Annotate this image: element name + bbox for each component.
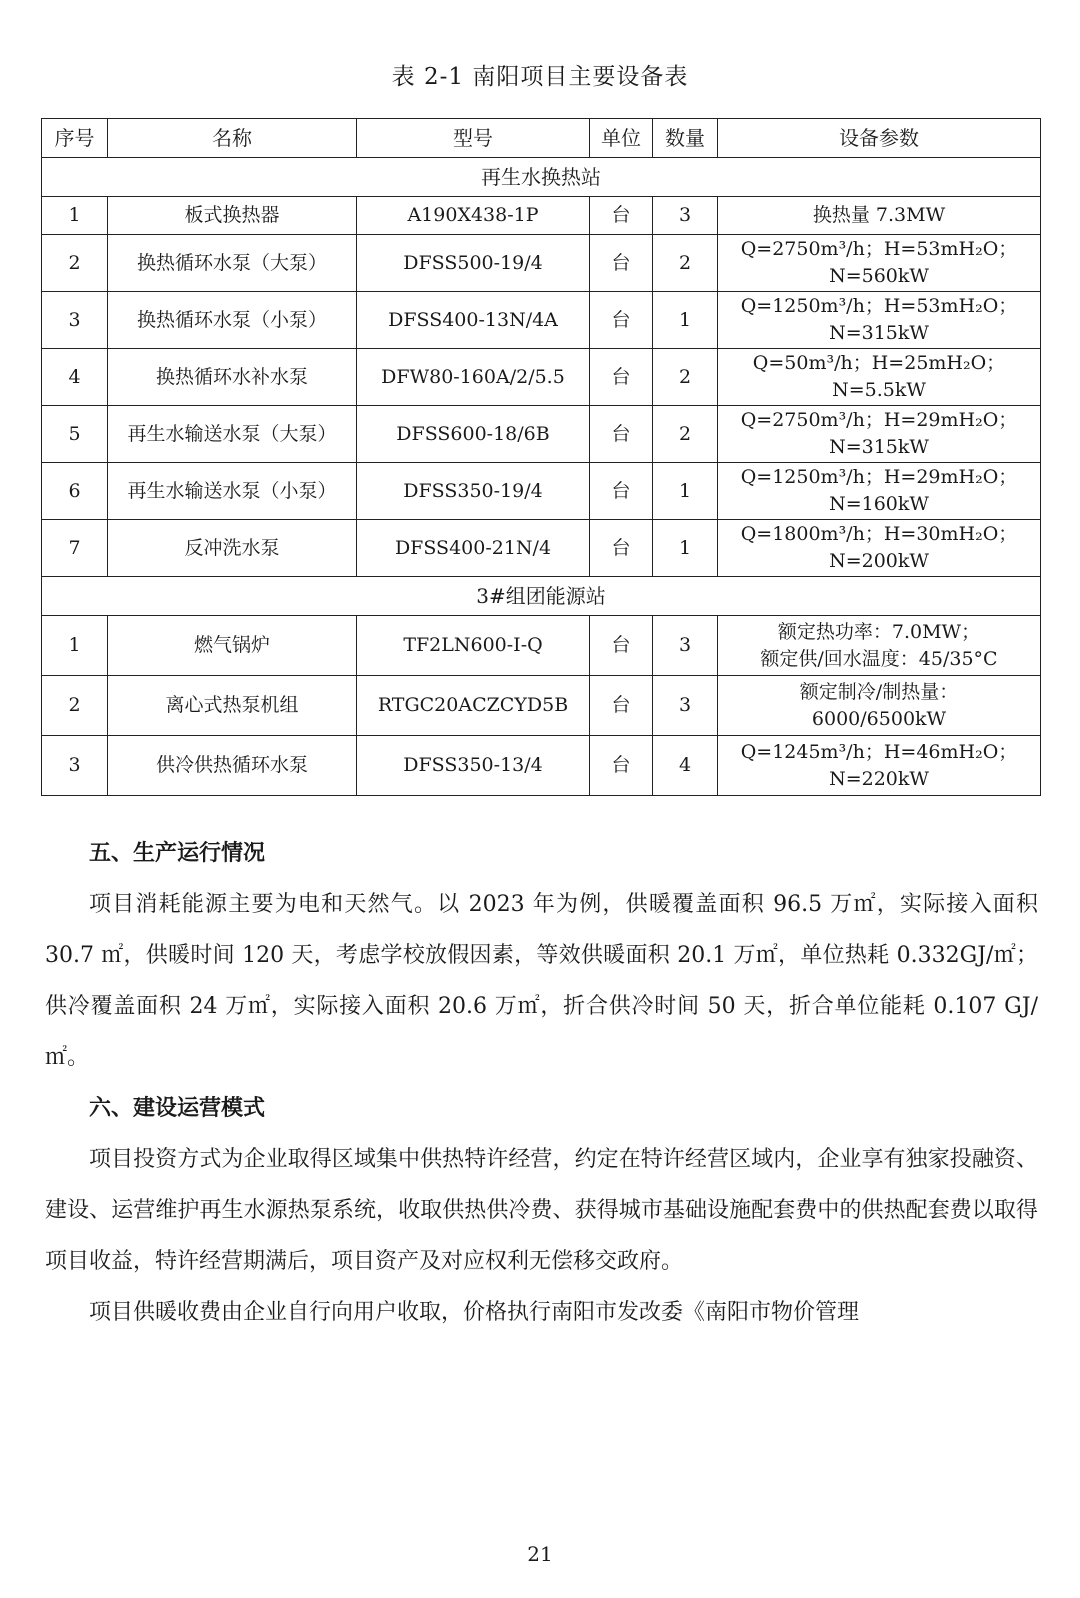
- table-row: [42, 197, 1041, 235]
- section5-paragraph: 项目消耗能源主要为电和天然气。以 2023 年为例，供暖覆盖面积 96.5 万㎡，实际接入面积 30.7 ㎡，供暖时间 120 天，考虑学校放假因素，等效供暖面积 20.1 万㎡，单位热耗 0.332GJ/㎡；供冷覆盖面积 24 万㎡，实际接入面积 20.6 万㎡，折合供冷时间 50 天，折合单位能耗 0.107 GJ/㎡。: [45, 892, 1038, 1070]
- cell-params: [718, 676, 1041, 736]
- section-row: [42, 577, 1041, 616]
- cell-unit: 台: [590, 676, 653, 736]
- body-text: [45, 828, 1038, 1338]
- param-line: N=315kW: [829, 436, 929, 458]
- cell-model: DFSS600-18/6B: [357, 406, 590, 463]
- cell-unit: 台: [590, 736, 653, 796]
- equipment-table: [41, 118, 1041, 796]
- section-title: 3#组团能源站: [42, 577, 1041, 616]
- cell-no: 6: [42, 463, 108, 520]
- param-line: Q=1250m³/h；H=53mH₂O；: [740, 295, 1018, 317]
- section6-heading: 六、建设运营模式: [89, 1095, 266, 1121]
- cell-unit: 台: [590, 616, 653, 676]
- cell-unit: 台: [590, 463, 653, 520]
- cell-no: 2: [42, 676, 108, 736]
- cell-model: DFW80-160A/2/5.5: [357, 349, 590, 406]
- param-line: Q=1800m³/h；H=30mH₂O；: [740, 523, 1018, 545]
- cell-params: [718, 736, 1041, 796]
- cell-model: DFSS400-21N/4: [357, 520, 590, 577]
- cell-unit: 台: [590, 349, 653, 406]
- section5-heading: 五、生产运行情况: [89, 840, 266, 866]
- cell-unit: 台: [590, 197, 653, 235]
- cell-no: 2: [42, 235, 108, 292]
- cell-qty: 3: [653, 676, 718, 736]
- param-line: Q=50m³/h；H=25mH₂O；: [752, 352, 1006, 374]
- cell-name: 换热循环水泵（小泵）: [108, 292, 357, 349]
- section-row: [42, 158, 1041, 197]
- header-cell: 型号: [357, 119, 590, 158]
- header-cell: 数量: [653, 119, 718, 158]
- param-line: Q=2750m³/h；H=29mH₂O；: [740, 409, 1018, 431]
- table-row: [42, 520, 1041, 577]
- header-cell: 设备参数: [718, 119, 1041, 158]
- cell-params: [718, 406, 1041, 463]
- table-row: [42, 349, 1041, 406]
- table-row: [42, 736, 1041, 796]
- cell-no: 1: [42, 616, 108, 676]
- cell-qty: 1: [653, 292, 718, 349]
- cell-unit: 台: [590, 292, 653, 349]
- param-line: 额定制冷/制热量：: [799, 680, 959, 703]
- param-line: N=5.5kW: [832, 379, 926, 401]
- cell-unit: 台: [590, 235, 653, 292]
- table-header-row: [42, 119, 1041, 158]
- cell-params: [718, 349, 1041, 406]
- cell-qty: 3: [653, 197, 718, 235]
- param-line: 换热量 7.3MW: [812, 204, 946, 226]
- param-line: N=560kW: [829, 265, 929, 287]
- header-cell: 序号: [42, 119, 108, 158]
- cell-model: DFSS500-19/4: [357, 235, 590, 292]
- cell-qty: 1: [653, 520, 718, 577]
- cell-params: [718, 292, 1041, 349]
- table-row: [42, 292, 1041, 349]
- cell-name: 反冲洗水泵: [108, 520, 357, 577]
- cell-model: A190X438-1P: [357, 197, 590, 235]
- cell-params: [718, 463, 1041, 520]
- cell-params: [718, 616, 1041, 676]
- cell-model: DFSS400-13N/4A: [357, 292, 590, 349]
- cell-qty: 2: [653, 406, 718, 463]
- table-row: [42, 676, 1041, 736]
- param-line: Q=1245m³/h；H=46mH₂O；: [740, 740, 1018, 763]
- cell-unit: 台: [590, 406, 653, 463]
- cell-model: TF2LN600-I-Q: [357, 616, 590, 676]
- cell-no: 7: [42, 520, 108, 577]
- cell-name: 板式换热器: [108, 197, 357, 235]
- param-line: N=160kW: [829, 493, 929, 515]
- param-line: N=220kW: [829, 767, 929, 790]
- table-row: [42, 616, 1041, 676]
- cell-qty: 3: [653, 616, 718, 676]
- cell-name: 离心式热泵机组: [108, 676, 357, 736]
- cell-no: 1: [42, 197, 108, 235]
- cell-model: RTGC20ACZCYD5B: [357, 676, 590, 736]
- header-cell: 名称: [108, 119, 357, 158]
- table-row: [42, 235, 1041, 292]
- cell-model: DFSS350-19/4: [357, 463, 590, 520]
- param-line: 额定供/回水温度：45/35°C: [760, 647, 998, 670]
- table-row: [42, 406, 1041, 463]
- cell-name: 供冷供热循环水泵: [108, 736, 357, 796]
- cell-params: [718, 235, 1041, 292]
- section6-paragraph-2: 项目供暖收费由企业自行向用户收取，价格执行南阳市发改委《南阳市物价管理: [89, 1300, 860, 1325]
- cell-params: [718, 520, 1041, 577]
- cell-no: 3: [42, 292, 108, 349]
- cell-qty: 2: [653, 235, 718, 292]
- cell-name: 再生水输送水泵（大泵）: [108, 406, 357, 463]
- cell-qty: 4: [653, 736, 718, 796]
- cell-no: 4: [42, 349, 108, 406]
- cell-unit: 台: [590, 520, 653, 577]
- cell-name: 燃气锅炉: [108, 616, 357, 676]
- section-title: 再生水换热站: [42, 158, 1041, 197]
- param-line: Q=2750m³/h；H=53mH₂O；: [740, 238, 1018, 260]
- param-line: 额定热功率：7.0MW；: [777, 620, 981, 643]
- cell-qty: 2: [653, 349, 718, 406]
- cell-qty: 1: [653, 463, 718, 520]
- param-line: 6000/6500kW: [811, 707, 947, 730]
- param-line: Q=1250m³/h；H=29mH₂O；: [740, 466, 1018, 488]
- cell-name: 再生水输送水泵（小泵）: [108, 463, 357, 520]
- cell-no: 5: [42, 406, 108, 463]
- table-title: 表 2-1 南阳项目主要设备表: [391, 64, 689, 90]
- cell-name: 换热循环水泵（大泵）: [108, 235, 357, 292]
- header-cell: 单位: [590, 119, 653, 158]
- cell-model: DFSS350-13/4: [357, 736, 590, 796]
- cell-params: [718, 197, 1041, 235]
- table-row: [42, 463, 1041, 520]
- param-line: N=315kW: [829, 322, 929, 344]
- param-line: N=200kW: [829, 550, 929, 572]
- page-number: 21: [527, 1542, 553, 1566]
- section6-paragraph-1: 项目投资方式为企业取得区域集中供热特许经营，约定在特许经营区域内，企业享有独家投融资、建设、运营维护再生水源热泵系统，收取供热供冷费、获得城市基础设施配套费中的供热配套费以取得项目收益，特许经营期满后，项目资产及对应权利无偿移交政府。: [45, 1147, 1038, 1274]
- cell-name: 换热循环水补水泵: [108, 349, 357, 406]
- cell-no: 3: [42, 736, 108, 796]
